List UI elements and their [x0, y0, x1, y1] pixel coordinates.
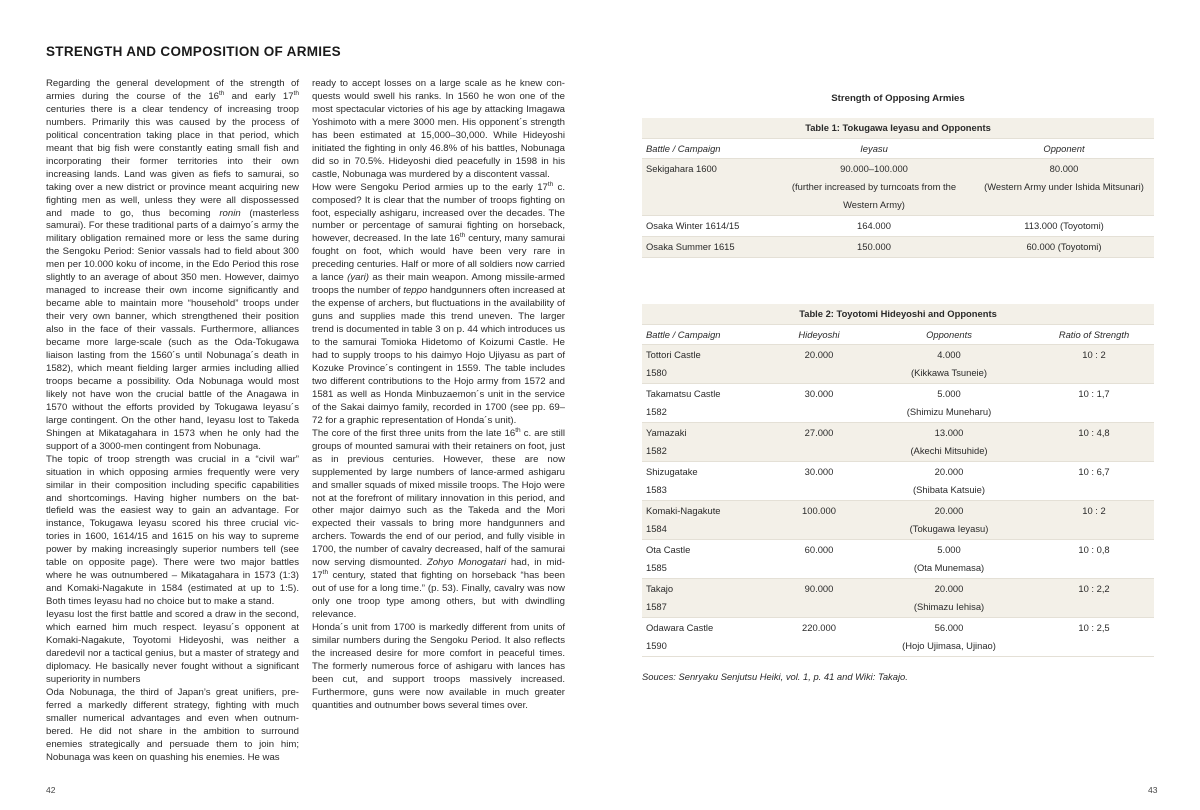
- opponent-cell: [974, 159, 1154, 216]
- table-header-row: [642, 139, 1154, 159]
- paragraph: Regarding the general development of the strength of armies during the course of the 16th and early 17th centuries there is a clear tendency of increasing troop numbers. Primarily this was caused by the process of political concentration taking place in that period, which meant that big fish were constantly eating small fish and incorporating their former territories into their own increasing lands. Land was given as fiefs to samurai, so taking over a new district or province meant acquiring new fighting men as well, unless they were all dispossessed and made to go, thus becoming ronin (masterless samurai). For these traditional parts of a daimyo´s army the military obligation remained more or less the same during the Sengoku Period: Senior vassals had to field about 300 men per 10.000 koku of income, in the Edo Period this rose slightly to an average of about 350 men. However, daimyo managed to increase their own income significantly and became able to maintain more “household” troops under their very own banner, which strengthened their position also in the face of their vassals. Furthermore, alliances became more large-scale (such as the Oda-Tokugawa liaison lasting from the 1560´s until Nobunaga´s death in 1582), which meant fielding larger armies including allied troops became a possibility. Oda Nobunaga would most likely not have won the crucial battle of the Anagawa in 1570 without the efforts provided by Tokugawa Ieyasu´s large contingent. On the other hand, Ieyasu lost to Takeda Shingen at Mikatagahara in 1573 when he only had the support of a 3000-men contingent from Nobunaga.: [46, 78, 299, 452]
- left-text-column: [46, 78, 299, 765]
- hideyoshi-cell: 100.000: [802, 505, 836, 516]
- table-row: [642, 159, 1154, 216]
- table-hideyoshi: [642, 304, 1154, 657]
- battle-name: Takamatsu Castle: [646, 388, 721, 399]
- paragraph: The topic of troop strength was crucial in a “civil war” situation in which opposing armies frequently were very similar in their composition including specific capabilities and shortcomings. Having higher numbers on the battlefield was the easiest way to gain an advantage. For instance, Tokugawa Ieyasu scored his three crucial victories in 1600, 1614/15 and 1615 on his way to supreme power by making increasingly superior numbers tell (see table on opposite page). There were two major battles where he was outnumbered – Mikatagahara in 1573 (1:3) and Komaki-Nagakute in 1584 (estimated at up to 1:5). Both times Ieyasu had no choice but to make a stand.: [46, 453, 299, 608]
- battle-name: Ota Castle: [646, 544, 691, 555]
- ratio-cell: 10 : 6,7: [1078, 466, 1110, 477]
- ratio-cell: 10 : 0,8: [1078, 544, 1110, 555]
- table-row: [642, 579, 1154, 618]
- column-header: Opponent: [1043, 143, 1085, 154]
- paragraph: The core of the first three units from the late 16th c. are still groups of mounted samurai with their retainers on foot, just as in previous centuries. However, these are now supplemented by large numbers of lance-armed ashigaru and smaller squads of mixed missile troops. The Hojo were not at the forefront of military innovation in this period, and other major daimyo such as the Takeda and the Mori expected their vassals to bring more handgunners and archers. Towards the end of our period, and fully visible in 1700, the number of cavalry decreased, half of the samurai now serving dismounted. Zohyo Monogatari had, in mid-17th century, stated that fighting on horseback “has been out of use for a long time.” (p. 53). Finally, cavalry was now only one troop type among others, but with dwindling relevance.: [312, 426, 565, 621]
- battle-cell: Sekigahara 1600: [646, 163, 717, 174]
- battle-name: Komaki-Nagakute: [646, 505, 721, 516]
- table-row: [642, 384, 1154, 423]
- battle-year: 1585: [646, 562, 667, 573]
- tables-title: Strength of Opposing Armies: [831, 93, 965, 104]
- opponents-cell: [864, 501, 1034, 540]
- opponent-name: (Tokugawa Ieyasu): [909, 523, 989, 534]
- source-note: Souces: Senryaku Senjutsu Heiki, vol. 1, p. 41 and Wiki: Takajo.: [642, 671, 908, 682]
- table-body: [642, 345, 1154, 657]
- battle-year: 1587: [646, 601, 667, 612]
- paragraph: ready to accept losses on a large scale as he knew conquests would swell his ranks. In 1560 he won one of the most spectacular victories of his age by attacking Imagawa Yoshimoto with a mere 3000 men. His opponent´s strength has been estimated at 15,000–30,000. While Hideyoshi initiated the fighting in only 46.8% of his battles, Nobunaga did so in 70.5%. Hideyoshi died peacefully in 1598 in his castle, Nobunaga was murdered by a discontent vassal.: [312, 78, 565, 180]
- page-number-left: 42: [46, 785, 56, 795]
- value: 13.000: [934, 427, 964, 438]
- note: (Western Army under Ishida Mitsunari): [984, 181, 1144, 192]
- page-number-right: 43: [1148, 785, 1158, 795]
- paragraph: How were Sengoku Period armies up to the early 17th c. composed? It is clear that the number of troops fighting on foot, especially ashigaru, increased over the decades. The number or percentage of samurai fighting on horseback, however, decreased. In the late 16th century, many samurai fought on foot, which would have been very rare in preceding centuries. Half or more of all soldiers now carried a lance (yari) as their main weapon. Among missile-armed troops the number of teppo handgunners often increased at the expense of archers, but fluctuations in the availability of guns and supplies made this trend uneven. The larger trend is documented in table 3 on p. 44 which introduces us to the samurai Tomioka Hidetomo of Koizumi Castle. He had to supply troops to his daimyo Hojo Ujiyasu as part of Kozuke Province´s contingent in 1559. The table includes two different contributions to the Hojo army from 1572 and 1581 as well as Honda Minbuzaemon´s unit in the service of the Sakai daimyo family, recorded in 1700 (see pp. 69–72 for a graphic representation of Honda´s unit).: [312, 180, 566, 426]
- battle-year: 1582: [646, 445, 667, 456]
- hideyoshi-cell: 20.000: [804, 349, 834, 360]
- paragraph: Ieyasu lost the first battle and scored a draw in the second, which earned him much respect. Ieyasu´s opponent at Komaki-Nagakute, Toyotomi Hideyoshi, was neither a daredevil nor a tactical genius, but a master of strategy and diplomacy. He basically never fought without a significant superiority in numbers: [46, 609, 299, 685]
- value: 20.000: [934, 466, 964, 477]
- ieyasu-cell: 164.000: [857, 220, 891, 231]
- battle-cell: Osaka Summer 1615: [646, 241, 735, 252]
- value: 20.000: [934, 583, 964, 594]
- opponents-cell: [864, 540, 1034, 579]
- opponents-cell: [864, 423, 1034, 462]
- table-title: Table 1: Tokugawa Ieyasu and Opponents: [805, 122, 991, 133]
- opponent-name: (Shimizu Muneharu): [906, 406, 992, 417]
- opponent-cell: 60.000 (Toyotomi): [1026, 241, 1102, 252]
- value: 5.000: [937, 544, 961, 555]
- battle-name: Shizugatake: [646, 466, 698, 477]
- opponents-cell: [864, 384, 1034, 423]
- hideyoshi-cell: 60.000: [804, 544, 834, 555]
- opponent-name: (Kikkawa Tsuneie): [911, 367, 987, 378]
- battle-cell: [642, 501, 774, 540]
- table-row: [642, 618, 1154, 657]
- hideyoshi-cell: 30.000: [804, 466, 834, 477]
- ratio-cell: 10 : 2,2: [1078, 583, 1110, 594]
- table-ieyasu: [642, 118, 1154, 258]
- battle-name: Takajo: [646, 583, 674, 594]
- table-row: [642, 501, 1154, 540]
- column-header: Hideyoshi: [798, 329, 840, 340]
- hideyoshi-cell: 220.000: [802, 622, 836, 633]
- battle-cell: [642, 423, 774, 462]
- table-row: [642, 237, 1154, 258]
- table-row: [642, 462, 1154, 501]
- opponents-cell: [864, 618, 1034, 657]
- hideyoshi-cell: 90.000: [804, 583, 834, 594]
- ieyasu-cell: 150.000: [857, 241, 891, 252]
- battle-cell: Osaka Winter 1614/15: [646, 220, 740, 231]
- column-header: Opponents: [926, 329, 972, 340]
- battle-cell: [642, 345, 774, 384]
- ratio-cell: 10 : 2: [1082, 505, 1106, 516]
- paragraph: Oda Nobunaga, the third of Japan’s great unifiers, preferred a markedly different strategy, fighting with much smaller numerical advantages and even when outnumbered. He did not share in the ambition to surround enemies strategically and persuade them to join him; Nobunaga was keen on quashing his enemies. He was: [46, 686, 299, 763]
- column-header: Battle / Campaign: [646, 329, 721, 340]
- section-heading: STRENGTH AND COMPOSITION OF ARMIES: [46, 44, 341, 59]
- battle-cell: [642, 462, 774, 501]
- opponents-cell: [864, 579, 1034, 618]
- battle-year: 1583: [646, 484, 667, 495]
- table-row: [642, 423, 1154, 462]
- table-row: [642, 216, 1154, 237]
- ieyasu-cell: [774, 159, 974, 216]
- battle-cell: [642, 579, 774, 618]
- right-text-column: [312, 78, 565, 713]
- ratio-cell: 10 : 1,7: [1078, 388, 1110, 399]
- ratio-cell: 10 : 2: [1082, 349, 1106, 360]
- hideyoshi-cell: 27.000: [804, 427, 834, 438]
- opponent-name: (Shibata Katsuie): [913, 484, 985, 495]
- table-row: [642, 345, 1154, 384]
- opponents-cell: [864, 345, 1034, 384]
- hideyoshi-cell: 30.000: [804, 388, 834, 399]
- table-title-row: [642, 304, 1154, 325]
- opponent-name: (Ota Munemasa): [913, 562, 985, 573]
- column-header: Battle / Campaign: [646, 143, 721, 154]
- battle-cell: [642, 384, 774, 423]
- battle-name: Odawara Castle: [646, 622, 714, 633]
- paragraph: Honda´s unit from 1700 is markedly different from units of similar numbers during the Sengoku Period. It also reflects the increased desire for more comfort in peaceful times. The formerly numerous force of ashigaru with lances has been cut, and support troops massively increased. Furthermore, guns were now available in much greater quantities and outnumber bows several times over.: [312, 622, 565, 711]
- table-title: Table 2: Toyotomi Hideyoshi and Opponents: [799, 308, 997, 319]
- tables-panel: [642, 88, 1154, 682]
- opponents-cell: [864, 462, 1034, 501]
- table-row: [642, 540, 1154, 579]
- value: 56.000: [934, 622, 964, 633]
- battle-name: Yamazaki: [646, 427, 687, 438]
- battle-cell: [642, 540, 774, 579]
- column-header: Ratio of Strength: [1058, 329, 1130, 340]
- ratio-cell: 10 : 2,5: [1078, 622, 1110, 633]
- value: 4.000: [937, 349, 961, 360]
- battle-year: 1580: [646, 367, 667, 378]
- table-header-row: [642, 325, 1154, 345]
- opponent-name: (Shimazu Iehisa): [913, 601, 985, 612]
- ratio-cell: 10 : 4,8: [1078, 427, 1110, 438]
- table-title-row: [642, 118, 1154, 139]
- opponent-name: (Hojo Ujimasa, Ujinao): [902, 640, 996, 651]
- value: 90.000–100.000: [840, 163, 908, 174]
- value: 80.000: [1049, 163, 1079, 174]
- column-header: Ieyasu: [860, 143, 888, 154]
- battle-cell: [642, 618, 774, 657]
- battle-year: 1584: [646, 523, 667, 534]
- value: 20.000: [934, 505, 964, 516]
- battle-year: 1582: [646, 406, 667, 417]
- value: 5.000: [937, 388, 961, 399]
- battle-name: Tottori Castle: [646, 349, 701, 360]
- battle-year: 1590: [646, 640, 667, 651]
- note: (further increased by turncoats from the Western Army): [791, 181, 957, 210]
- opponent-name: (Akechi Mitsuhide): [910, 445, 988, 456]
- opponent-cell: 113.000 (Toyotomi): [1024, 220, 1104, 231]
